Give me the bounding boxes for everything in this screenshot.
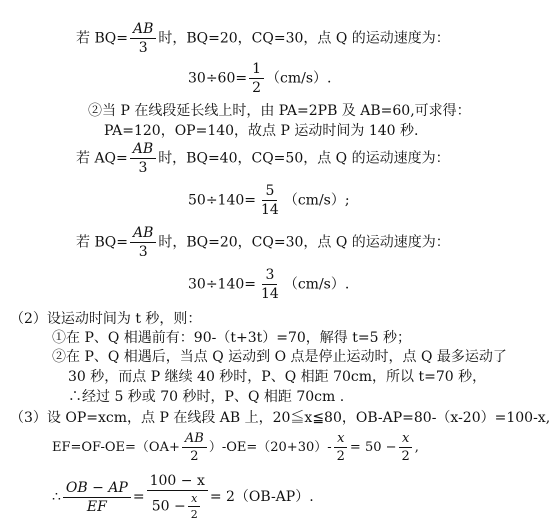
- line-bq-condition-1: [76, 22, 450, 55]
- line-part3-intro: （3）设 OP=xcm，点 P 在线段 AB 上，20≦x≦80，OB-AP=80-（x-20）=100-x,: [10, 410, 551, 426]
- fraction-100-x-over-50-x2: 100 − x 50 − $\frac{x}{2}$: [147, 474, 208, 520]
- line-pa-op: PA=120，OP=140，故点 P 运动时间为 140 秒.: [104, 123, 419, 139]
- line-bq-condition-2: 若 BQ= $\frac{AB}{3}$ 时，BQ=20，CQ=30，点 Q 的运动速度为：: [76, 225, 450, 260]
- text: 时，BQ=20，CQ=30，点 Q 的运动速度为：: [158, 30, 450, 47]
- fraction-x-over-2: $\frac{x}{2}$: [334, 432, 348, 463]
- line-part2-case2-cont: 30 秒，而点 P 继续 40 秒时，P、Q 相距 70cm，所以 t=70 秒，: [68, 369, 487, 385]
- fraction-3-over-14: $\frac{3}{14}$: [261, 267, 279, 302]
- line-case-extension: ②当 P 在线段延长线上时，由 PA=2PB 及 AB=60,可求得：: [88, 103, 471, 119]
- line-part3-ef: EF=OF-OE=（OA+ $\frac{AB}{2}$ ）-OE=（20+30）- $\frac{x}{2}$ = 50 − $\frac{x}{2}$ ,: [52, 431, 419, 464]
- text: 若 BQ=: [76, 30, 128, 47]
- line-part2-intro: （2）设运动时间为 t 秒，则：: [10, 311, 202, 327]
- line-part3-ratio: ∴ $\frac{OB - AP}{EF}$ = 100 − x 50 − $\frac{x}{2}$ = 2（OB-AP）.: [52, 473, 314, 521]
- line-speed-result-1: 30÷60= $\frac{1}{2}$ （cm/s）.: [188, 61, 332, 96]
- line-part2-conclusion: ∴经过 5 秒或 70 秒时，P、Q 相距 70cm .: [68, 389, 345, 405]
- line-speed-result-3: 30÷140= $\frac{3}{14}$ （cm/s）.: [188, 267, 350, 302]
- fraction-ob-ap-over-ef: $\frac{OB - AP}{EF}$: [63, 481, 131, 514]
- line-aq-condition: 若 AQ= $\frac{AB}{3}$ 时，BQ=40，CQ=50，点 Q 的运动速度为：: [76, 141, 450, 176]
- line-part2-case1: ①在 P、Q 相遇前有：90-（t+3t）=70，解得 t=5 秒；: [52, 330, 411, 346]
- fraction-ab-over-3: $\frac{AB}{3}$: [130, 142, 156, 175]
- fraction-x-over-2-nested: $\frac{x}{2}$: [188, 493, 201, 520]
- fraction-ab-over-2: $\frac{AB}{2}$: [182, 432, 207, 463]
- fraction-1-over-2: $\frac{1}{2}$: [249, 62, 264, 95]
- fraction-ab-over-3: $\frac{AB}{3}$: [130, 226, 156, 259]
- line-speed-result-2: 50÷140= $\frac{5}{14}$ （cm/s）;: [188, 183, 350, 218]
- line-part2-case2: ②在 P、Q 相遇后，当点 Q 运动到 O 点是停止运动时，点 Q 最多运动了: [52, 349, 507, 365]
- fraction-5-over-14: $\frac{5}{14}$: [261, 183, 279, 218]
- fraction-ab-over-3: $\frac{AB}{3}$: [130, 22, 156, 55]
- fraction-x-over-2: $\frac{x}{2}$: [399, 432, 413, 463]
